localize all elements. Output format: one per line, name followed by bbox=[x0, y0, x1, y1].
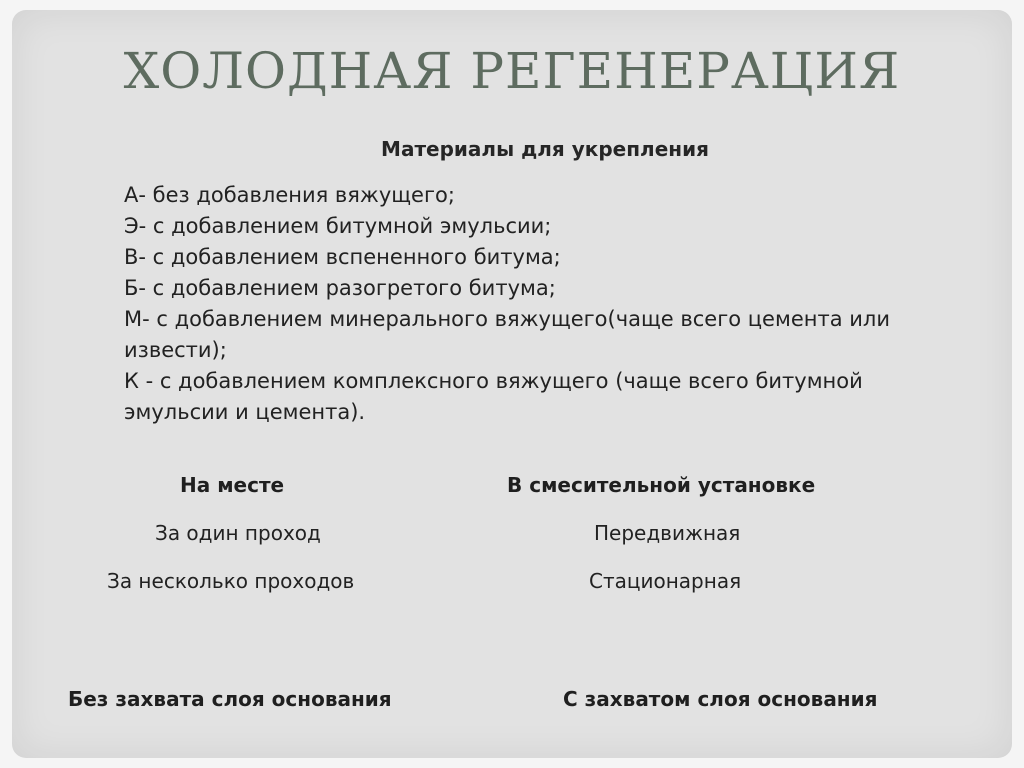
mixing-plant-item: Передвижная bbox=[594, 521, 741, 545]
mixing-plant-heading: В смесительной установке bbox=[507, 473, 816, 497]
on-site-item: За один проход bbox=[155, 521, 321, 545]
mixing-plant-item: Стационарная bbox=[589, 569, 742, 593]
slide-title: ХОЛОДНАЯ РЕГЕНЕРАЦИЯ bbox=[123, 42, 901, 100]
on-site-item: За несколько проходов bbox=[107, 569, 355, 593]
material-item-a: А- без добавления вяжущего; bbox=[124, 183, 455, 207]
material-item-k: К - с добавлением комплексного вяжущего (чаще всего битумной эмульсии и цемента). bbox=[124, 369, 863, 424]
material-item-e: Э- с добавлением битумной эмульсии; bbox=[124, 214, 552, 238]
material-item-b: Б- с добавлением разогретого битума; bbox=[124, 276, 556, 300]
without-base-layer-label: Без захвата слоя основания bbox=[68, 687, 392, 711]
with-base-layer-label: С захватом слоя основания bbox=[563, 687, 878, 711]
material-item-v: В- с добавлением вспененного битума; bbox=[124, 245, 561, 269]
materials-list bbox=[124, 180, 894, 428]
on-site-heading: На месте bbox=[180, 473, 285, 497]
material-item-m: М- с добавлением минерального вяжущего(чаще всего цемента или извести); bbox=[124, 307, 890, 362]
materials-heading: Материалы для укрепления bbox=[381, 137, 709, 161]
